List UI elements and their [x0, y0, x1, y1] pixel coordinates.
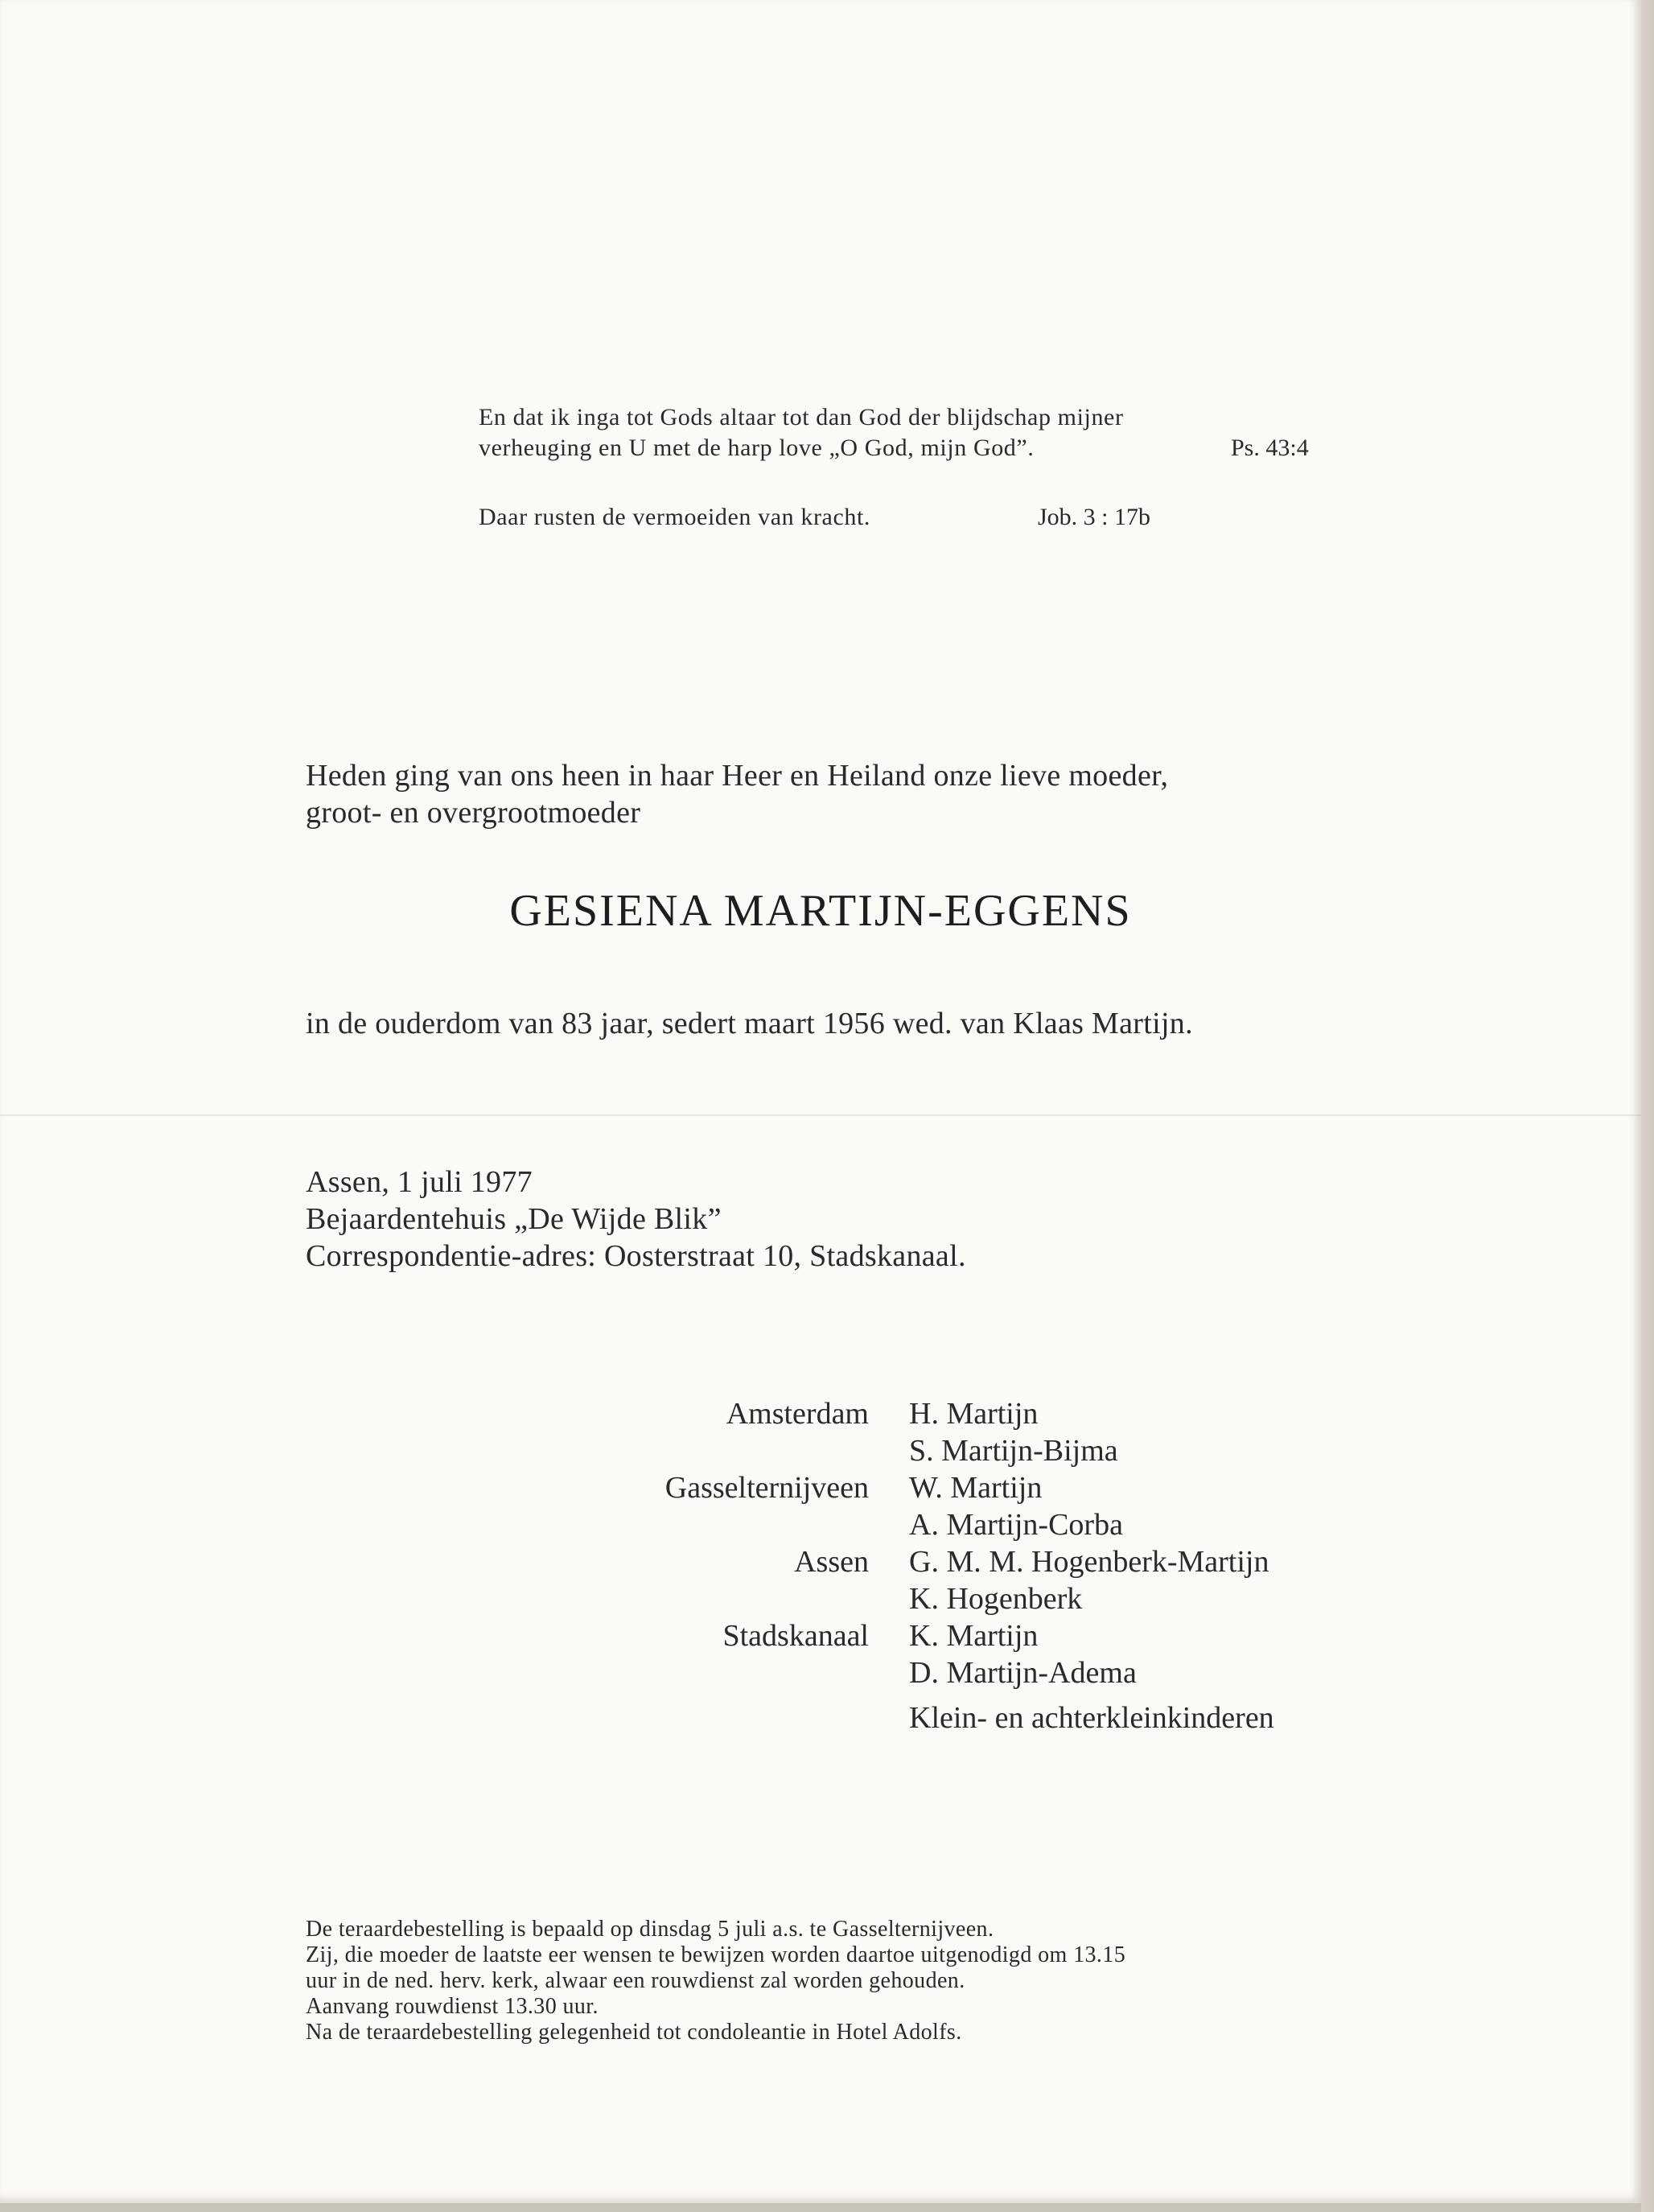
age-line: in de ouderdom van 83 jaar, sedert maart 1956 wed. van Klaas Martijn. — [306, 1007, 1193, 1040]
deceased-name: GESIENA MARTIJN-EGGENS — [509, 886, 1132, 936]
care-home: Bejaardentehuis „De Wijde Blik” — [306, 1202, 722, 1236]
correspondence-address: Correspondentie-adres: Oosterstraat 10, Stadskanaal. — [306, 1239, 966, 1273]
family-place: Gasselternijveen — [664, 1471, 869, 1505]
announcement-intro-line-2: groot- en overgrootmoeder — [306, 796, 641, 830]
family-row — [563, 1655, 1274, 1692]
family-grandchildren: Klein- en achterkleinkinderen — [909, 1701, 1274, 1735]
verse-1-line-1: En dat ik inga tot Gods altaar tot dan God der blijdschap mijner — [479, 404, 1124, 430]
verse-1-line-2: verheuging en U met de harp love „O God, mijn God”. — [479, 435, 1035, 461]
fold-line — [0, 1114, 1641, 1116]
family-row — [563, 1692, 1274, 1737]
notice-line-1: De teraardebestelling is bepaald op dinsdag 5 juli a.s. te Gasselternijveen. — [306, 1917, 994, 1942]
announcement-intro-line-1: Heden ging van ons heen in haar Heer en Heiland onze lieve moeder, — [306, 759, 1169, 793]
verse-2-line-1: Daar rusten de vermoeiden van kracht. — [479, 504, 870, 530]
family-place: Amsterdam — [726, 1397, 869, 1431]
family-member: K. Martijn — [909, 1619, 1039, 1653]
family-member: G. M. M. Hogenberk-Martijn — [909, 1545, 1269, 1579]
notice-line-3: uur in de ned. herv. kerk, alwaar een rouwdienst zal worden gehouden. — [306, 1968, 965, 1993]
place-date: Assen, 1 juli 1977 — [306, 1165, 533, 1199]
family-row — [563, 1396, 1274, 1433]
family-member: K. Hogenberk — [909, 1582, 1083, 1616]
family-place: Assen — [794, 1545, 869, 1579]
family-member: H. Martijn — [909, 1397, 1039, 1431]
family-member: W. Martijn — [909, 1471, 1043, 1505]
family-place: Stadskanaal — [722, 1619, 869, 1653]
family-row — [563, 1544, 1274, 1581]
verse-1-reference: Ps. 43:4 — [1231, 435, 1309, 461]
family-list — [563, 1396, 1274, 1737]
notice-line-5: Na de teraardebestelling gelegenheid tot condoleantie in Hotel Adolfs. — [306, 2020, 962, 2045]
family-row — [563, 1507, 1274, 1544]
family-row — [563, 1433, 1274, 1470]
family-row — [563, 1618, 1274, 1655]
family-row — [563, 1581, 1274, 1618]
page-edge — [1641, 0, 1654, 2212]
verse-2-reference: Job. 3 : 17b — [1038, 504, 1151, 530]
family-row — [563, 1470, 1274, 1507]
family-member: S. Martijn-Bijma — [909, 1434, 1118, 1468]
family-member: D. Martijn-Adema — [909, 1656, 1137, 1690]
notice-line-2: Zij, die moeder de laatste eer wensen te bewijzen worden daartoe uitgenodigd om 13.15 — [306, 1942, 1126, 1967]
notice-line-4: Aanvang rouwdienst 13.30 uur. — [306, 1994, 599, 2019]
family-member: A. Martijn-Corba — [909, 1508, 1123, 1542]
